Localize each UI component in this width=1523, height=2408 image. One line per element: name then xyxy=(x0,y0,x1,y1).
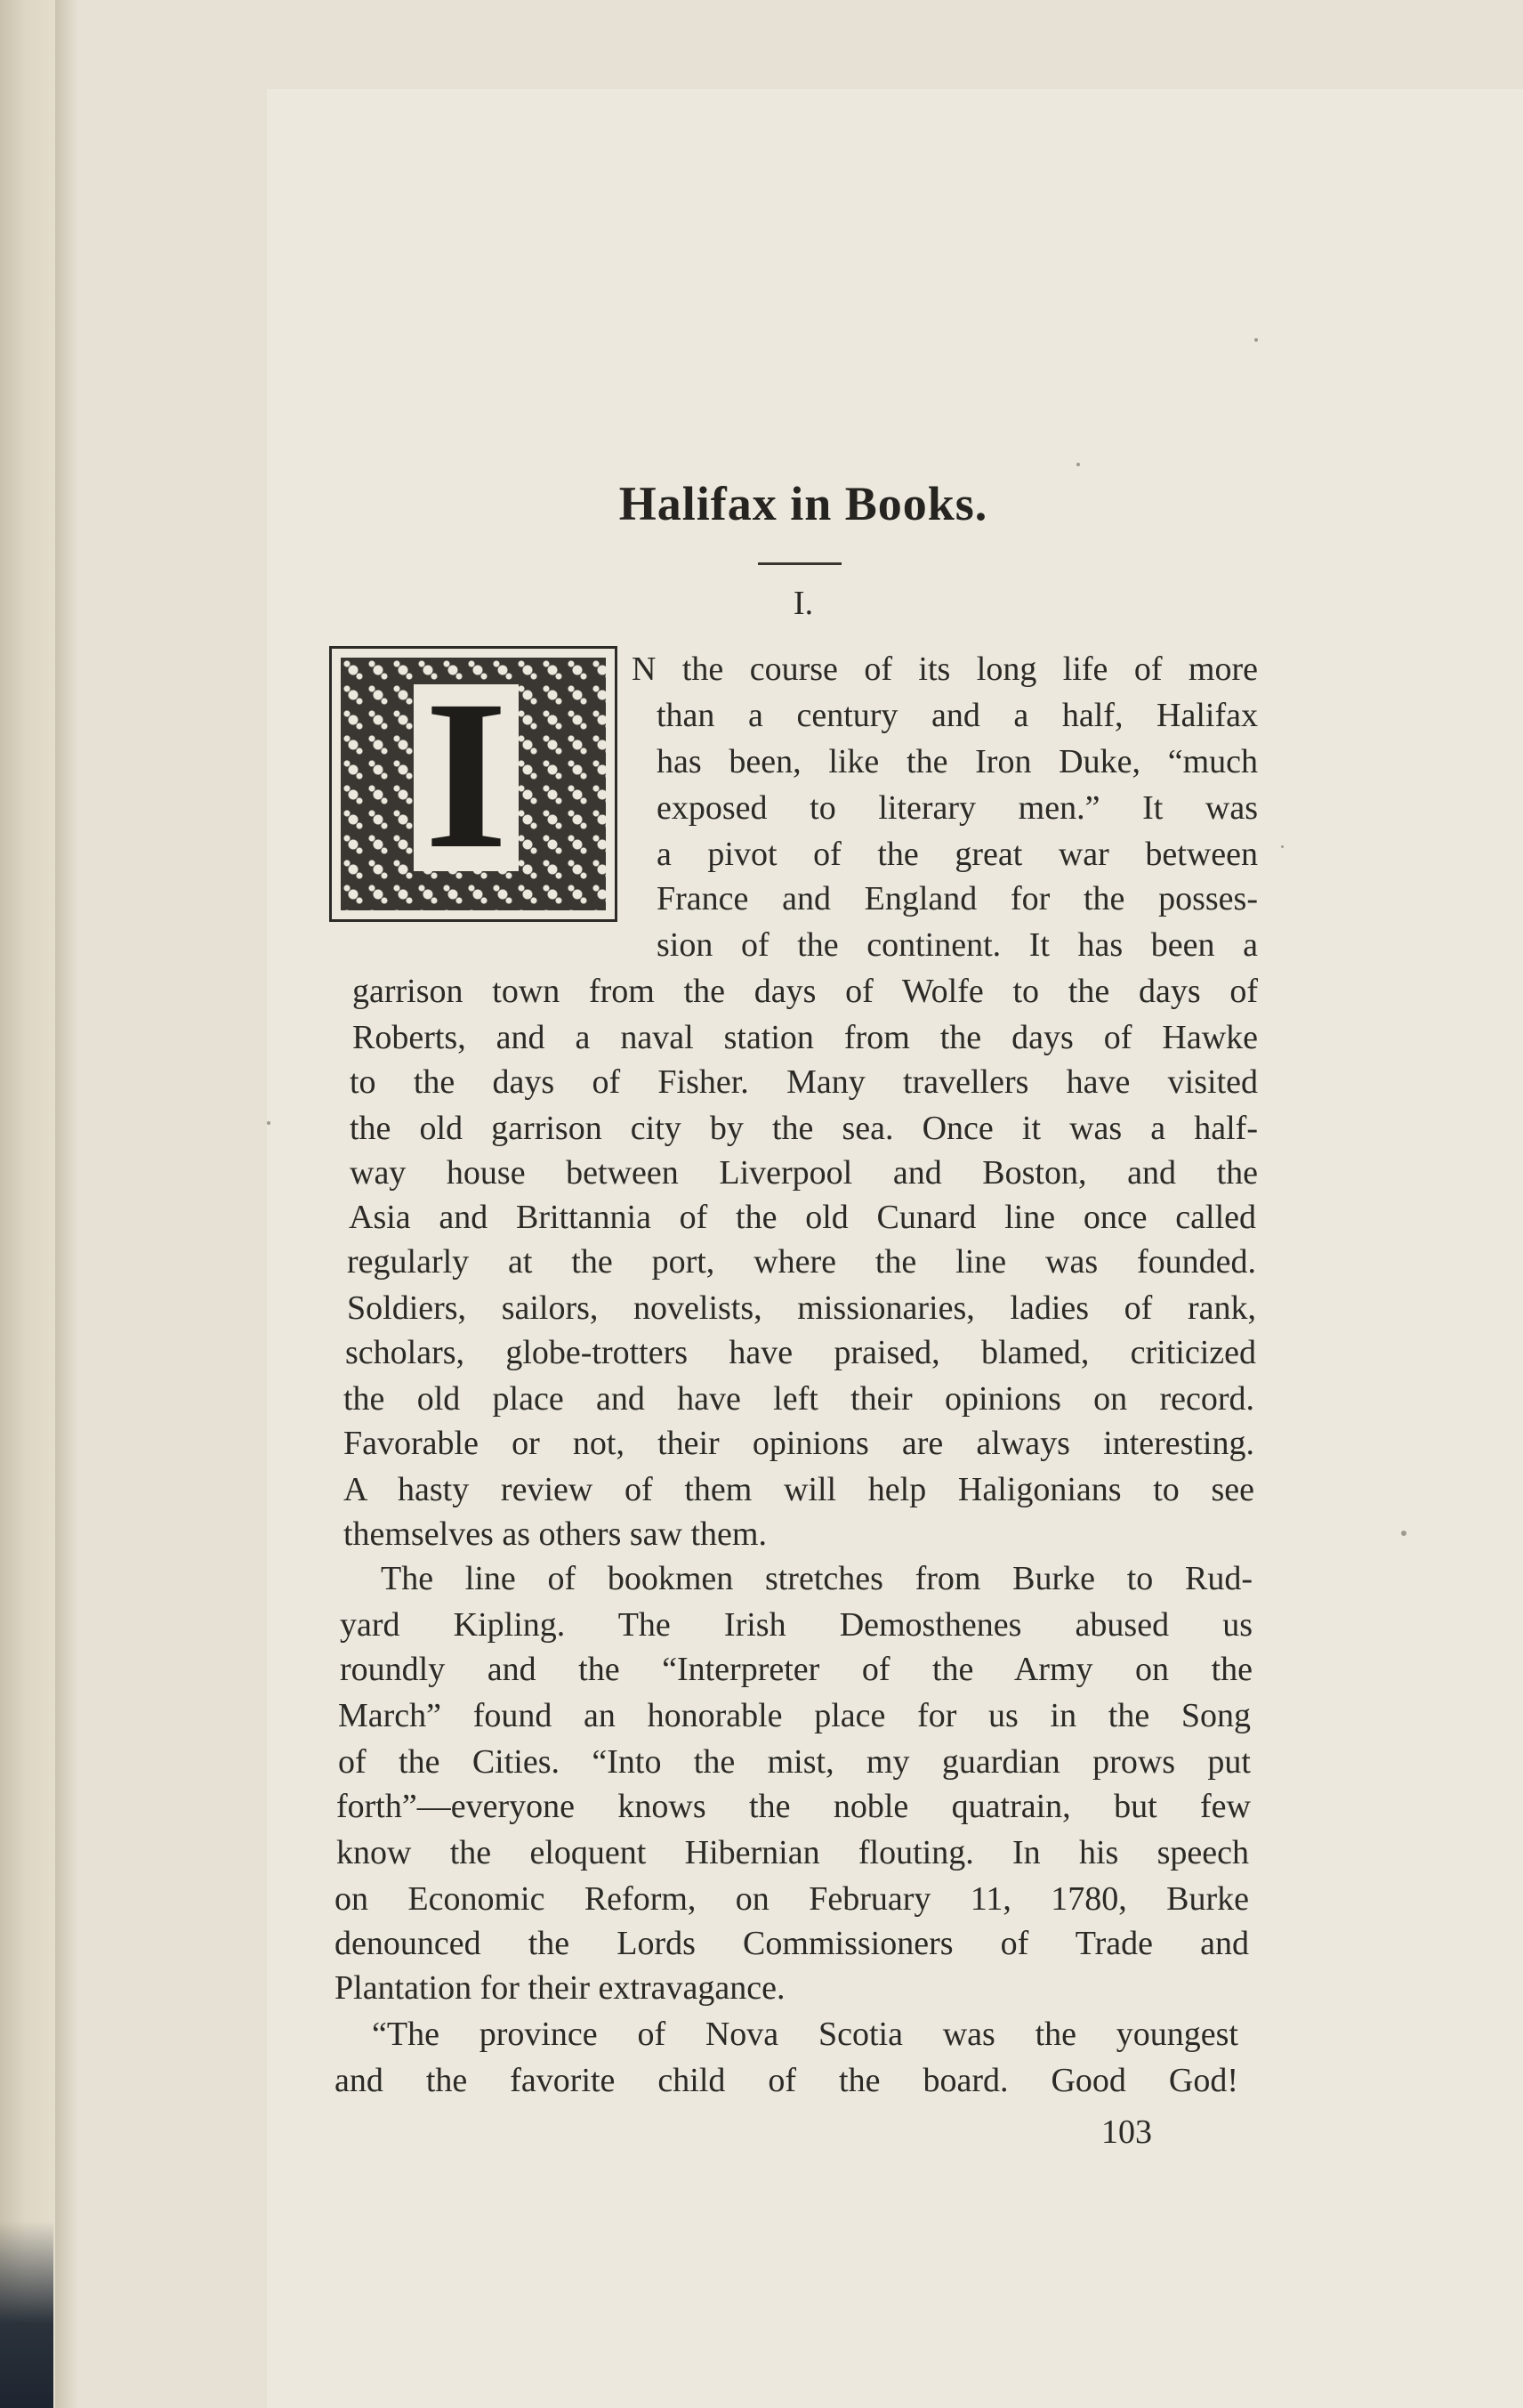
page-edge-left xyxy=(0,0,55,2408)
text-line: themselves as others saw them. xyxy=(343,1515,767,1553)
initial-letter: I xyxy=(424,656,508,893)
text-line: roundly and the “Interpreter of the Army on the xyxy=(340,1651,1253,1688)
scan-background-corner xyxy=(0,2221,53,2408)
text-line: A hasty review of them will help Haligonians to see xyxy=(343,1471,1254,1508)
text-line: of the Cities. “Into the mist, my guardian prows put xyxy=(338,1743,1251,1781)
text-line: to the days of Fisher. Many travellers have visited xyxy=(350,1063,1258,1101)
paper-speck xyxy=(1076,463,1080,466)
text-line: regularly at the port, where the line was founded. xyxy=(347,1243,1256,1281)
text-line: know the eloquent Hibernian flouting. In his speech xyxy=(336,1834,1249,1871)
text-line: yard Kipling. The Irish Demosthenes abused us xyxy=(340,1606,1253,1644)
text-line: garrison town from the days of Wolfe to the days of xyxy=(352,973,1258,1010)
text-line: and the favorite child of the board. Good God! xyxy=(334,2062,1238,2099)
text-line: France and England for the posses- xyxy=(657,880,1258,917)
gutter-shadow xyxy=(55,0,78,2408)
section-number: I. xyxy=(793,585,814,622)
text-line: Plantation for their extravagance. xyxy=(334,1969,786,2007)
text-line: Roberts, and a naval station from the days of Hawke xyxy=(352,1019,1258,1056)
text-line: denounced the Lords Commissioners of Trade and xyxy=(334,1925,1249,1962)
text-line: scholars, globe-trotters have praised, blamed, criticized xyxy=(345,1334,1256,1371)
text-line: March” found an honorable place for us in the Song xyxy=(338,1697,1251,1734)
text-line: sion of the continent. It has been a xyxy=(657,926,1258,964)
text-line: “The province of Nova Scotia was the youngest xyxy=(372,2016,1238,2053)
text-line: a pivot of the great war between xyxy=(657,836,1258,873)
text-line: than a century and a half, Halifax xyxy=(657,697,1258,734)
text-line: Asia and Brittannia of the old Cunard line once called xyxy=(349,1199,1256,1236)
text-line: way house between Liverpool and Boston, and the xyxy=(350,1154,1258,1192)
text-line: The line of bookmen stretches from Burke to Rud- xyxy=(381,1560,1253,1597)
text-line: N the course of its long life of more xyxy=(632,650,1258,688)
ornamental-initial xyxy=(329,646,617,922)
title-rule xyxy=(758,562,842,565)
text-line: on Economic Reform, on February 11, 1780, Burke xyxy=(334,1880,1249,1918)
paper-speck xyxy=(1281,845,1284,848)
text-line: Favorable or not, their opinions are always interesting. xyxy=(343,1425,1254,1462)
text-line: the old garrison city by the sea. Once it was a half- xyxy=(350,1110,1258,1147)
page-title: Halifax in Books. xyxy=(618,477,988,530)
text-line: the old place and have left their opinions on record. xyxy=(343,1380,1254,1418)
text-line: exposed to literary men.” It was xyxy=(657,789,1258,827)
page-number: 103 xyxy=(1101,2113,1152,2151)
text-line: Soldiers, sailors, novelists, missionaries, ladies of rank, xyxy=(347,1289,1256,1327)
paper-speck xyxy=(1254,338,1258,342)
paper-speck xyxy=(267,1121,270,1125)
text-line: forth”—everyone knows the noble quatrain, but few xyxy=(336,1788,1251,1825)
text-line: has been, like the Iron Duke, “much xyxy=(657,743,1258,780)
paper-speck xyxy=(1401,1531,1406,1536)
